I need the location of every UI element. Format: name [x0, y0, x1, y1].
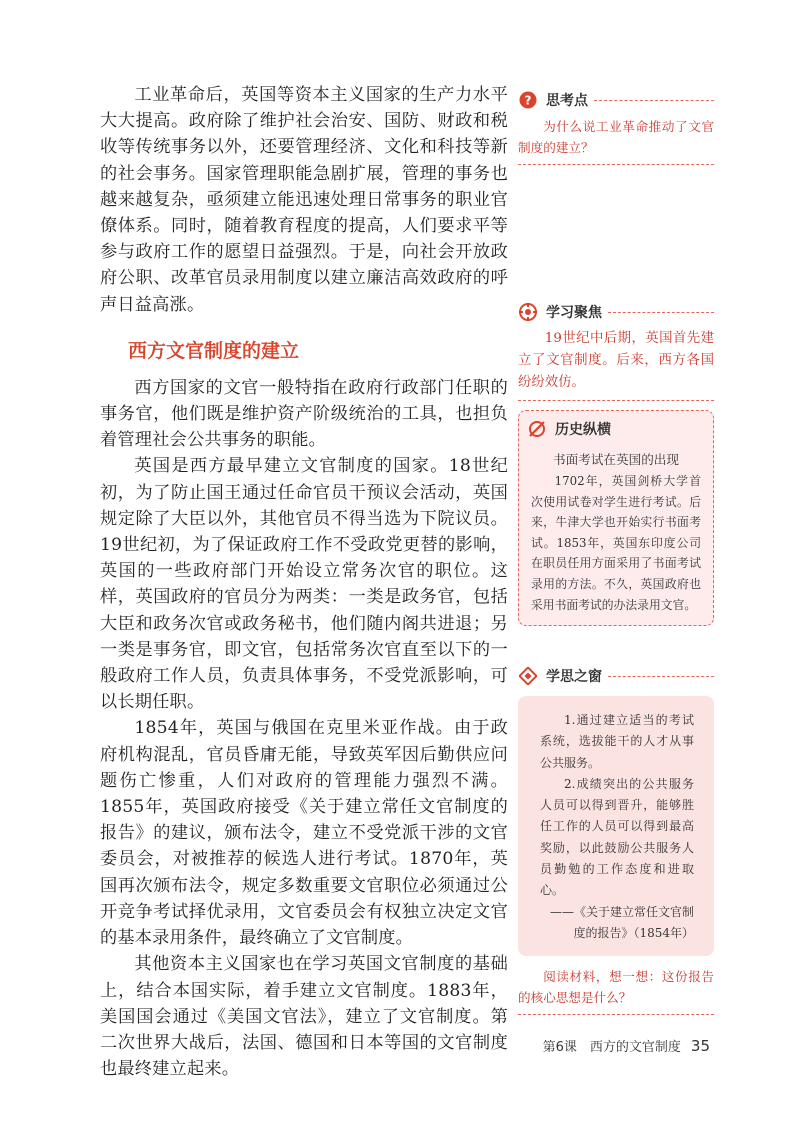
window-item-1: 1.通过建立适当的考试系统，选拔能干的人才从事公共服务。: [540, 713, 694, 770]
sidebar-focus-header: [518, 300, 714, 324]
sidebar-think-text: 为什么说工业革命推动了文官制度的建立？: [518, 112, 714, 165]
window-source: ——《关于建立常任文官制度的报告》（1854年）: [549, 904, 694, 940]
footer-lesson: 第6课 西方的文官制度: [542, 1040, 681, 1055]
sidebar-focus-title: 学习聚焦: [546, 305, 602, 321]
sidebar-window: [518, 664, 714, 1015]
window-item-2: 2.成绩突出的公共服务人员可以得到晋升，能够胜任工作的人员可以得到最高奖励，以此鼓励公共服务人员勤勉的工作态度和进取心。: [540, 776, 694, 898]
sidebar-focus-text: 19世纪中后期，英国首先建立了文官制度。后来，西方各国纷纷效仿。: [518, 324, 714, 401]
sidebar-focus: [518, 300, 714, 401]
section-title: 西方文官制度的建立: [128, 339, 300, 362]
sidebar-think: [518, 88, 714, 165]
divider: [594, 100, 714, 101]
history-box-text: 1702年，英国剑桥大学首次使用试卷对学生进行考试。后来，牛津大学也开始实行书面考试。1853年，英国东印度公司在职员任用方面采用了书面考试录用的方法。不久，英国政府也采用书面考试的办法录用文官。: [531, 474, 701, 612]
paragraph-1854: 1854年，英国与俄国在克里米亚作战。由于政府机构混乱，官员昏庸无能，导致英军因后勤供应问题伤亡惨重，人们对政府的管理能力强烈不满。1855年，英国政府接受《关于建立常任文官制度的报告》的建议，颁布法令，建立不受党派干涉的文官委员会，对被推荐的候选人进行考试。1870年，英国再次颁布法令，规定多数重要文官职位必须通过公开竞争考试择优录用，文官委员会有权独立决定文官的基本录用条件，最终确立了文官制度。: [100, 718, 508, 949]
paragraph-britain-first: 英国是西方最早建立文官制度的国家。18世纪初，为了防止国王通过任命官员干预议会活动，英国规定除了大臣以外，其他官员不得当选为下院议员。19世纪初，为了保证政府工作不受政党更替的影响，英国的一些政府部门开始设立常务次官的职位。这样，英国政府的官员分为两类：一类是政务官，包括大臣和政务次官或政务秘书，他们随内阁共进退；另一类是事务官，即文官，包括常务次官直至以下的一般政府工作人员，负责具体事务，不受党派影响，可以长期任职。: [100, 456, 508, 713]
divider: [608, 676, 714, 677]
history-box-title: 书面考试在英国的出现: [553, 452, 679, 467]
window-question: 阅读材料，想一想：这份报告的核心思想是什么？: [518, 956, 714, 1015]
focus-icon: [518, 302, 538, 322]
sidebar-history: [518, 410, 714, 626]
history-icon: [527, 419, 547, 439]
sidebar-window-title: 学思之窗: [546, 669, 602, 685]
svg-text:?: ?: [524, 93, 532, 108]
window-quote-box: [518, 696, 714, 956]
sidebar-think-header: [518, 88, 714, 112]
sidebar-history-header: [527, 417, 701, 441]
diamond-icon: [518, 666, 538, 686]
question-icon: [518, 90, 538, 110]
sidebar-think-title: 思考点: [546, 93, 588, 109]
main-text-column: [100, 82, 508, 1082]
page-footer: [543, 1036, 710, 1055]
paragraph-other-countries: 其他资本主义国家也在学习英国文官制度的基础上，结合本国实际，着手建立文官制度。1883年，美国国会通过《美国文官法》，建立了文官制度。第二次世界大战后，法国、德国和日本等国的文官制度也最终建立起来。: [100, 954, 508, 1080]
paragraph-industrial-revolution: 工业革命后，英国等资本主义国家的生产力水平大大提高。政府除了维护社会治安、国防、财政和税收等传统事务以外，还要管理经济、文化和科技等新的社会事务。国家管理职能急剧扩展，管理的事务也越来越复杂，亟须建立能迅速处理日常事务的职业官僚体系。同时，随着教育程度的提高，人们要求平等参与政府工作的愿望日益强烈。于是，向社会开放政府公职、改革官员录用制度以建立廉洁高效政府的呼声日益高涨。: [100, 85, 508, 315]
history-box: [518, 410, 714, 626]
paragraph-definition: 西方国家的文官一般特指在政府行政部门任职的事务官，他们既是维护资产阶级统治的工具，也担负着管理社会公共事务的职能。: [100, 377, 508, 451]
sidebar-window-header: [518, 664, 714, 688]
divider: [608, 312, 714, 313]
sidebar-history-title: 历史纵横: [555, 422, 611, 438]
page-number: 35: [690, 1037, 710, 1055]
